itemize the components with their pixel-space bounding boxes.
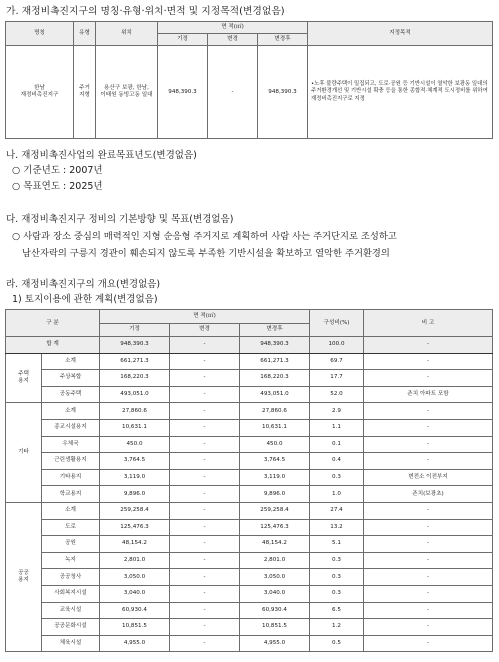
cell-ratio: 0.3 <box>310 569 364 586</box>
cell-after: 60,930.4 <box>240 602 310 619</box>
cell-after: 3,119.0 <box>240 469 310 486</box>
cell-before: 450.0 <box>100 436 170 453</box>
cell-change: - <box>170 353 240 370</box>
cell-label: 근린생활용지 <box>42 453 100 470</box>
cell-after: 948,390.3 <box>258 46 308 139</box>
cell-label: 교육시설 <box>42 602 100 619</box>
cell-before: 10,631.1 <box>100 419 170 436</box>
na-item-base-year: ○ 기준년도 : 2007년 <box>12 165 103 176</box>
cell-label: 공동주택 <box>42 386 100 403</box>
cell-change: - <box>170 386 240 403</box>
cell-label: 소계 <box>42 353 100 370</box>
cell-after: 493,051.0 <box>240 386 310 403</box>
table-row <box>6 469 493 486</box>
table-row <box>6 486 493 503</box>
cell-change: - <box>170 502 240 519</box>
cell-remark: - <box>364 353 493 370</box>
cell-ratio: 17.7 <box>310 370 364 387</box>
header-division: 구 분 <box>6 310 100 337</box>
cell-after: 48,154.2 <box>240 536 310 553</box>
cell-before: 493,051.0 <box>100 386 170 403</box>
cell-ratio: 13.2 <box>310 519 364 536</box>
cell-ratio: 6.5 <box>310 602 364 619</box>
cell-ratio: 0.5 <box>310 635 364 652</box>
cell-remark: - <box>364 619 493 636</box>
cell-after: 3,040.0 <box>240 585 310 602</box>
designation-table <box>5 21 493 139</box>
section-da-title: 다. 재정비촉진지구 정비의 기본방향 및 목표(변경없음) <box>6 214 234 225</box>
cell-ratio: 0.3 <box>310 552 364 569</box>
group-label: 공공 용지 <box>6 502 42 651</box>
cell-change: - <box>170 436 240 453</box>
ra-subtitle: 1) 토지이용에 관한 계획(변경없음) <box>12 294 158 305</box>
cell-label: 도로 <box>42 519 100 536</box>
cell-change: - <box>170 486 240 503</box>
cell-remark: - <box>364 585 493 602</box>
cell-remark: 변전소 이전부지 <box>364 469 493 486</box>
table-row <box>6 403 493 420</box>
cell-change: - <box>170 552 240 569</box>
cell-before: 3,040.0 <box>100 585 170 602</box>
cell-remark: - <box>364 519 493 536</box>
cell-after: 3,764.5 <box>240 453 310 470</box>
cell-label: 우체국 <box>42 436 100 453</box>
table-row <box>6 46 493 139</box>
total-row <box>6 337 493 354</box>
total-remark: - <box>364 337 493 354</box>
cell-location: 용산구 보광, 한남, 이태원 동빙고동 일대 <box>96 46 158 139</box>
cell-before: 3,050.0 <box>100 569 170 586</box>
cell-before: 27,860.6 <box>100 403 170 420</box>
header-type: 유형 <box>74 22 96 46</box>
header-before: 기정 <box>158 34 208 46</box>
cell-ratio: 5.1 <box>310 536 364 553</box>
cell-change: - <box>170 619 240 636</box>
header-remark: 비 고 <box>364 310 493 337</box>
cell-after: 10,851.5 <box>240 619 310 636</box>
cell-label: 종교시설용지 <box>42 419 100 436</box>
total-after: 948,390.3 <box>240 337 310 354</box>
cell-change: - <box>170 370 240 387</box>
header-purpose: 지정목적 <box>308 22 493 46</box>
table-row <box>6 635 493 652</box>
cell-ratio: 1.0 <box>310 486 364 503</box>
table-row <box>6 453 493 470</box>
table-row <box>6 502 493 519</box>
cell-after: 661,271.3 <box>240 353 310 370</box>
header-change: 변경 <box>208 34 258 46</box>
cell-before: 10,851.5 <box>100 619 170 636</box>
cell-before: 9,896.0 <box>100 486 170 503</box>
total-before: 948,390.3 <box>100 337 170 354</box>
cell-remark: - <box>364 569 493 586</box>
cell-ratio: 52.0 <box>310 386 364 403</box>
table-row <box>6 370 493 387</box>
cell-ratio: 0.1 <box>310 436 364 453</box>
da-line-2: 남산자락의 구릉지 경관이 훼손되지 않도록 부족한 기반시설을 확보하고 열악한 주거환경의 <box>22 248 390 259</box>
header-after: 변경후 <box>240 323 310 337</box>
na-item-target-year: ○ 목표연도 : 2025년 <box>12 181 103 192</box>
cell-name: 한남 재정비촉진지구 <box>6 46 74 139</box>
cell-before: 60,930.4 <box>100 602 170 619</box>
section-ra-title: 라. 재정비촉진지구의 개요(변경없음) <box>6 279 161 290</box>
cell-label: 공공청사 <box>42 569 100 586</box>
header-area: 면 적(㎡) <box>100 310 310 324</box>
header-before: 기정 <box>100 323 170 337</box>
cell-ratio: 27.4 <box>310 502 364 519</box>
cell-change: - <box>170 403 240 420</box>
cell-change: - <box>170 635 240 652</box>
table-row <box>6 552 493 569</box>
land-use-body <box>6 337 493 652</box>
cell-after: 125,476.3 <box>240 519 310 536</box>
cell-remark: - <box>364 453 493 470</box>
table-row <box>6 419 493 436</box>
header-location: 위치 <box>96 22 158 46</box>
table-row <box>6 619 493 636</box>
cell-remark: - <box>364 502 493 519</box>
cell-label: 소계 <box>42 502 100 519</box>
cell-change: - <box>170 453 240 470</box>
cell-after: 4,955.0 <box>240 635 310 652</box>
cell-purpose: •노후 불량주택이 밀집되고, 도로·공원 등 기반시설이 열악한 보광동 일대의 주거환경개선 및 기반시설 확충 등을 통한 종합적·체계적 도시정비를 위하여 재정비촉진지구로 지정 <box>308 46 493 139</box>
cell-label: 기타용지 <box>42 469 100 486</box>
table-row <box>6 519 493 536</box>
land-use-table <box>5 309 493 652</box>
cell-type: 주거 지형 <box>74 46 96 139</box>
cell-after: 2,801.0 <box>240 552 310 569</box>
cell-ratio: 1.1 <box>310 419 364 436</box>
header-ratio: 구성비(%) <box>310 310 364 337</box>
cell-before: 48,154.2 <box>100 536 170 553</box>
table-row <box>6 386 493 403</box>
cell-change: - <box>170 469 240 486</box>
cell-remark: - <box>364 635 493 652</box>
cell-change: - <box>170 602 240 619</box>
group-label: 주택 용지 <box>6 353 42 403</box>
cell-after: 10,631.1 <box>240 419 310 436</box>
cell-label: 사회복지시설 <box>42 585 100 602</box>
cell-remark: - <box>364 403 493 420</box>
table-row <box>6 353 493 370</box>
cell-before: 3,764.5 <box>100 453 170 470</box>
cell-label: 공원 <box>42 536 100 553</box>
table-row <box>6 436 493 453</box>
cell-change: - <box>170 585 240 602</box>
cell-ratio: 0.3 <box>310 585 364 602</box>
table-row <box>6 536 493 553</box>
cell-change: - <box>170 536 240 553</box>
section-ga-title: 가. 재정비촉진지구의 명칭·유형·위치·면적 및 지정목적(변경없음) <box>6 6 285 17</box>
cell-remark: 존치 아파트 포함 <box>364 386 493 403</box>
header-after: 변경후 <box>258 34 308 46</box>
header-change: 변경 <box>170 323 240 337</box>
cell-before: 168,220.3 <box>100 370 170 387</box>
cell-after: 259,258.4 <box>240 502 310 519</box>
cell-before: 948,390.3 <box>158 46 208 139</box>
total-label: 합 계 <box>6 337 100 354</box>
header-name: 명칭 <box>6 22 74 46</box>
cell-before: 661,271.3 <box>100 353 170 370</box>
cell-remark: - <box>364 419 493 436</box>
cell-ratio: 2.9 <box>310 403 364 420</box>
cell-before: 3,119.0 <box>100 469 170 486</box>
cell-after: 9,896.0 <box>240 486 310 503</box>
cell-ratio: 1.2 <box>310 619 364 636</box>
cell-before: 259,258.4 <box>100 502 170 519</box>
cell-before: 2,801.0 <box>100 552 170 569</box>
cell-label: 주상복합 <box>42 370 100 387</box>
cell-label: 공공문화시설 <box>42 619 100 636</box>
header-area: 면 적(㎡) <box>158 22 308 34</box>
da-line-1: ○ 사람과 장소 중심의 매력적인 지형 순응형 주거지로 계획하여 사람 사는 주거단지로 조성하고 <box>12 231 397 242</box>
cell-ratio: 69.7 <box>310 353 364 370</box>
cell-change: - <box>170 419 240 436</box>
cell-after: 27,860.6 <box>240 403 310 420</box>
cell-remark: - <box>364 552 493 569</box>
table-row <box>6 602 493 619</box>
section-na-title: 나. 재정비촉진사업의 완료목표년도(변경없음) <box>6 150 197 161</box>
cell-ratio: 0.4 <box>310 453 364 470</box>
group-label: 기타 <box>6 403 42 503</box>
cell-ratio: 0.3 <box>310 469 364 486</box>
cell-label: 체육시설 <box>42 635 100 652</box>
cell-change: - <box>208 46 258 139</box>
cell-change: - <box>170 569 240 586</box>
table-row <box>6 569 493 586</box>
cell-after: 168,220.3 <box>240 370 310 387</box>
cell-remark: - <box>364 602 493 619</box>
cell-before: 125,476.3 <box>100 519 170 536</box>
cell-remark: - <box>364 370 493 387</box>
total-ratio: 100.0 <box>310 337 364 354</box>
cell-before: 4,955.0 <box>100 635 170 652</box>
cell-remark: - <box>364 536 493 553</box>
cell-remark: - <box>364 436 493 453</box>
cell-after: 3,050.0 <box>240 569 310 586</box>
total-change: - <box>170 337 240 354</box>
cell-label: 소계 <box>42 403 100 420</box>
table-row <box>6 585 493 602</box>
cell-change: - <box>170 519 240 536</box>
cell-label: 녹지 <box>42 552 100 569</box>
cell-after: 450.0 <box>240 436 310 453</box>
cell-label: 학교용지 <box>42 486 100 503</box>
cell-remark: 존치(보광초) <box>364 486 493 503</box>
